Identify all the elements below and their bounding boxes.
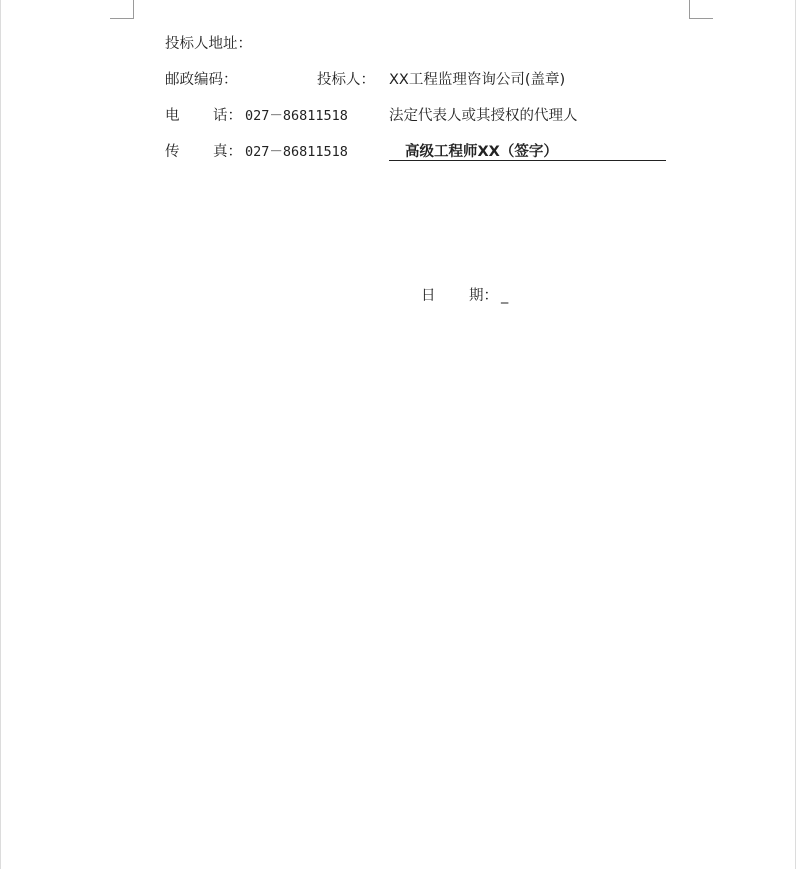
page-left-edge <box>0 0 1 869</box>
crop-mark-top-left <box>110 0 134 19</box>
signature-text: 高级工程师XX（签字） <box>405 144 558 160</box>
phone-label-char1: 电 <box>165 108 180 124</box>
phone-label-char2: 话： <box>213 108 242 124</box>
date-label-char1: 日 <box>421 288 436 304</box>
bidder-name: XX工程监理咨询公司(盖章) <box>389 72 566 88</box>
crop-mark-top-right <box>689 0 713 19</box>
address-label: 投标人地址： <box>165 36 252 52</box>
fax-label-char1: 传 <box>165 144 180 160</box>
phone-number: 027－86811518 <box>245 108 348 124</box>
bidder-label: 投标人： <box>317 72 375 88</box>
date-label-char2: 期： <box>469 288 498 304</box>
fax-label-char2: 真： <box>213 144 242 160</box>
fax-number: 027－86811518 <box>245 144 348 160</box>
postcode-label: 邮政编码： <box>165 72 238 88</box>
date-value: _ <box>501 288 509 304</box>
legal-rep-label: 法定代表人或其授权的代理人 <box>389 108 578 124</box>
signature-underline <box>389 160 666 161</box>
